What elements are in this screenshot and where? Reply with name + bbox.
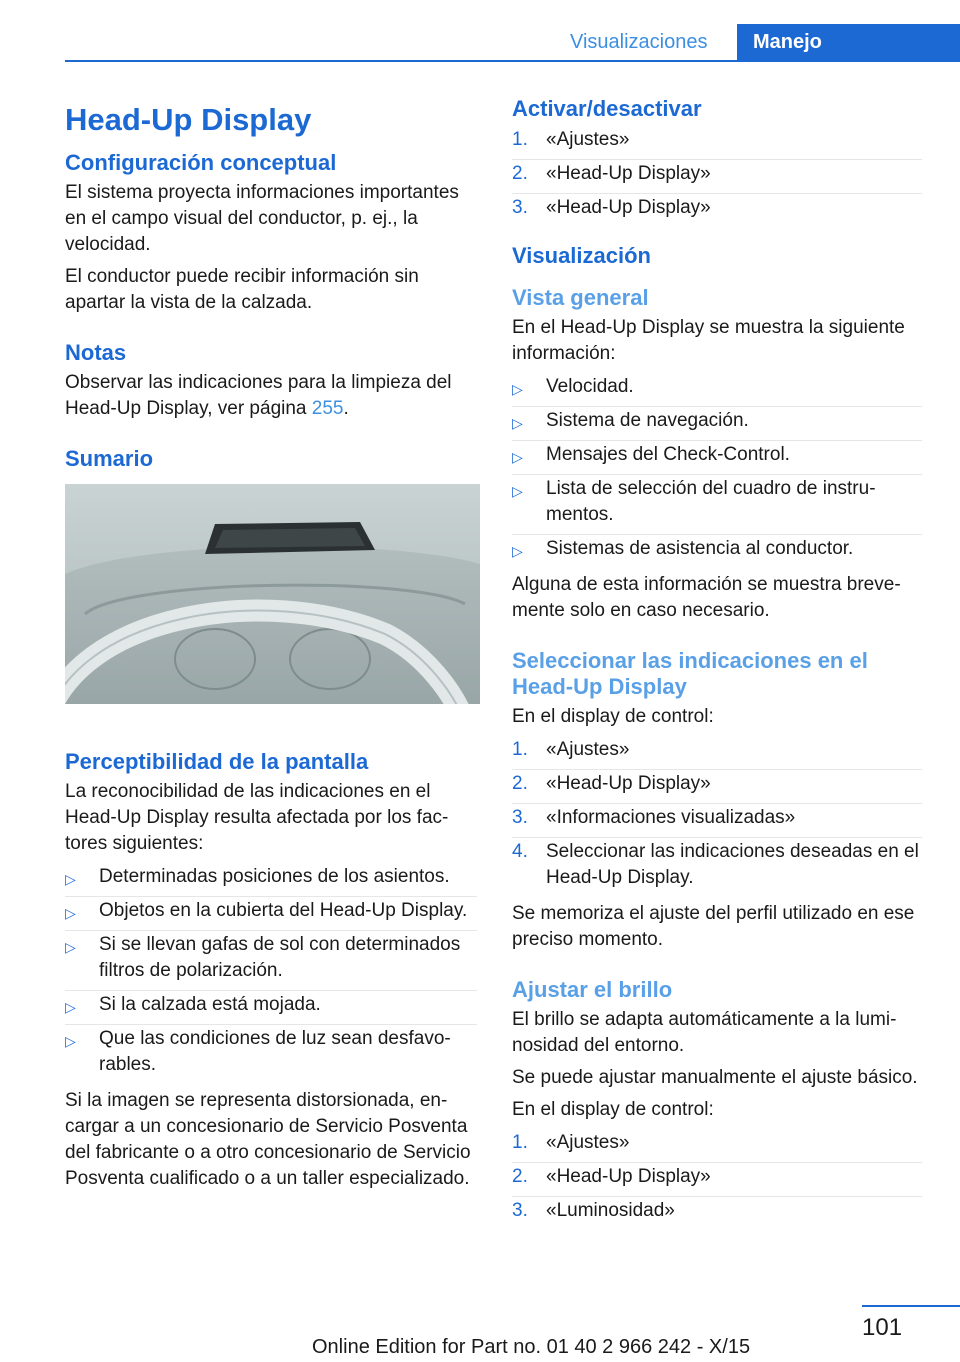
edition-footer: Online Edition for Part no. 01 40 2 966 242 - X/15 (312, 1336, 751, 1358)
triangle-bullet-icon: ▷ (512, 483, 523, 499)
triangle-bullet-icon: ▷ (512, 415, 523, 431)
brightness-heading: Ajustar el brillo (512, 977, 673, 1002)
brightness-steps (512, 1129, 922, 1230)
list-item: ▷ Mensajes del Check-Control. (512, 440, 922, 474)
perceptibility-intro: La reconocibilidad de las indicaciones en el Head-Up Display resulta afectada por los factores siguientes: (65, 781, 449, 854)
display-heading: Visualización (512, 243, 651, 268)
activate-heading: Activar/desactivar (512, 96, 702, 121)
triangle-bullet-icon: ▷ (65, 1033, 76, 1049)
list-item: ▷ Si se llevan gafas de sol con determinados filtros de polarización. (65, 930, 477, 990)
overview-heading: Vista general (512, 285, 649, 310)
list-item: 3. «Informaciones visualizadas» (512, 803, 922, 837)
select-intro: En el display de control: (512, 706, 714, 727)
overview-intro: En el Head-Up Display se muestra la siguiente información: (512, 317, 905, 364)
perceptibility-heading: Perceptibilidad de la pantalla (65, 749, 369, 774)
triangle-bullet-icon: ▷ (65, 871, 76, 887)
header-rule (65, 60, 960, 62)
page-number-rule (862, 1305, 960, 1307)
list-item: ▷ Lista de selección del cuadro de instrumentos. (512, 474, 922, 534)
list-item: ▷ Sistema de navegación. (512, 406, 922, 440)
list-item: ▷ Determinadas posiciones de los asientos. (65, 863, 477, 896)
info-list (512, 373, 922, 568)
triangle-bullet-icon: ▷ (65, 999, 76, 1015)
notes-text: Observar las indicaciones para la limpieza del Head-Up Display, ver página (65, 372, 452, 419)
triangle-bullet-icon: ▷ (512, 381, 523, 397)
list-item: ▷ Sistemas de asistencia al conductor. (512, 534, 922, 568)
brightness-paragraph-3: En el display de control: (512, 1099, 714, 1120)
list-item: ▷ Que las condiciones de luz sean desfavorables. (65, 1024, 477, 1084)
select-outro: Se memoriza el ajuste del perfil utilizado en ese preciso momento. (512, 903, 915, 950)
concept-paragraph-1: El sistema proyecta informaciones importantes en el campo visual del conductor, p. ej., la velocidad. (65, 182, 459, 255)
perceptibility-outro: Si la imagen se representa distorsionada, encargar a un concesionario de Servicio Posventa del fabricante o a otro concesionario de Servicio Posventa cualificado o a un taller especializado. (65, 1090, 471, 1189)
concept-heading: Configuración conceptual (65, 150, 337, 175)
list-item: 2. «Head-Up Display» (512, 769, 922, 803)
summary-heading: Sumario (65, 446, 154, 471)
section-title: Visualizaciones (570, 31, 708, 53)
left-column (65, 96, 477, 1198)
concept-paragraph-2: El conductor puede recibir información sin apartar la vista de la calzada. (65, 266, 419, 313)
select-heading: Seleccionar las indicaciones en el Head-Up Display (512, 648, 868, 699)
notes-end: . (343, 398, 349, 419)
list-item: ▷ Velocidad. (512, 373, 922, 406)
notes-heading: Notas (65, 340, 127, 365)
page-link[interactable]: 255 (311, 398, 344, 419)
select-steps (512, 736, 922, 897)
list-item: 2. «Head-Up Display» (512, 159, 922, 193)
display-outro: Alguna de esta información se muestra brevemente solo en caso necesario. (512, 574, 901, 621)
head-up-display-illustration (65, 484, 480, 704)
brightness-paragraph-2: Se puede ajustar manualmente el ajuste básico. (512, 1067, 918, 1088)
list-item: 3. «Luminosidad» (512, 1196, 922, 1230)
factors-list (65, 863, 477, 1084)
page-title: Head-Up Display (65, 102, 312, 137)
triangle-bullet-icon: ▷ (512, 449, 523, 465)
page-number: 101 (862, 1314, 903, 1341)
activate-steps (512, 126, 922, 227)
notes-paragraph (65, 370, 477, 422)
triangle-bullet-icon: ▷ (512, 543, 523, 559)
right-column (512, 96, 922, 1234)
brightness-paragraph-1: El brillo se adapta automáticamente a la luminosidad del entorno. (512, 1009, 897, 1056)
list-item: 4. Seleccionar las indicaciones deseadas en el Head-Up Display. (512, 837, 922, 897)
list-item: 1. «Ajustes» (512, 739, 630, 760)
list-item: ▷ Si la calzada está mojada. (65, 990, 477, 1024)
chapter-tab[interactable]: Manejo (737, 24, 960, 61)
list-item: 1. «Ajustes» (512, 1132, 630, 1153)
list-item: 2. «Head-Up Display» (512, 1162, 922, 1196)
list-item: ▷ Objetos en la cubierta del Head-Up Display. (65, 896, 477, 930)
triangle-bullet-icon: ▷ (65, 939, 76, 955)
list-item: 3. «Head-Up Display» (512, 193, 922, 227)
triangle-bullet-icon: ▷ (65, 905, 76, 921)
list-item: 1. «Ajustes» (512, 129, 630, 150)
